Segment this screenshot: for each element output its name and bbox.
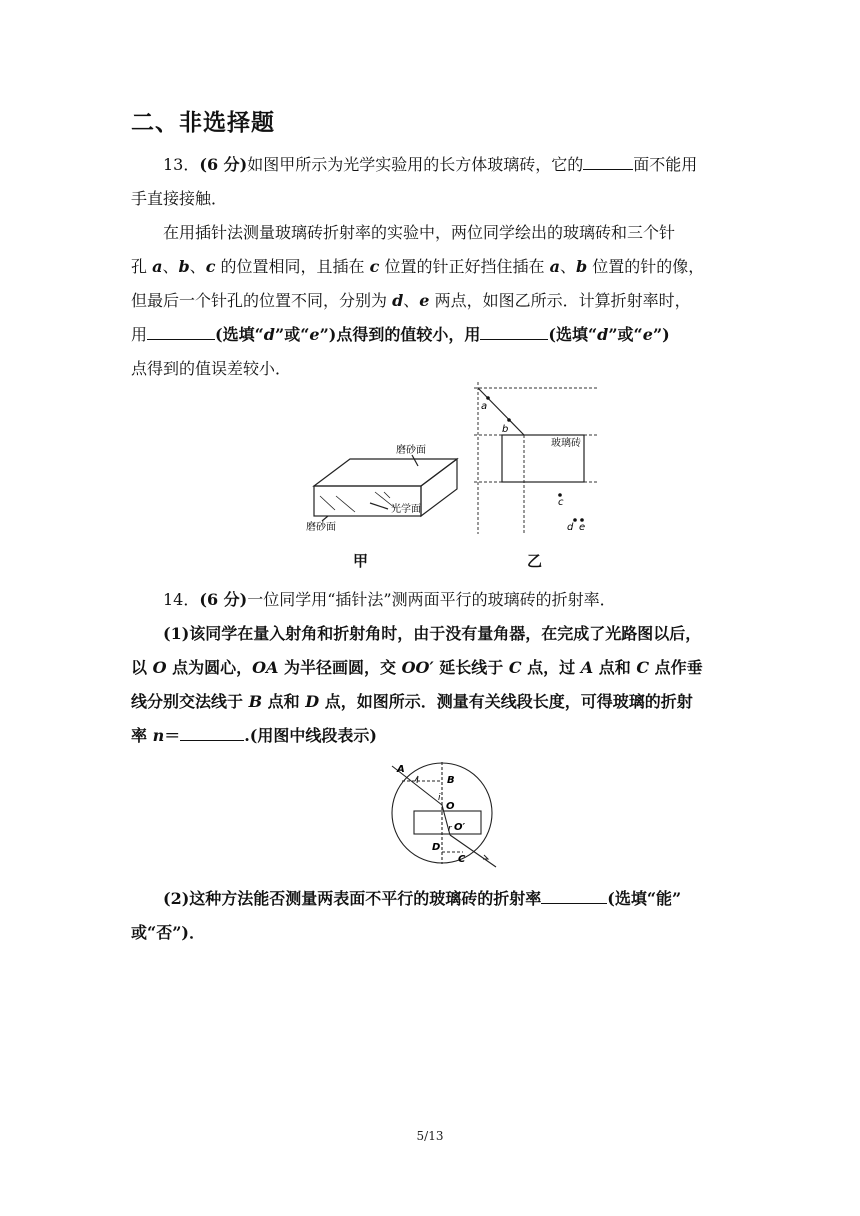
svg-text:O′: O′ <box>454 822 466 833</box>
svg-text:O: O <box>446 801 455 812</box>
q13-p2-line-1: 在用插针法测量玻璃砖折射率的实验中，两位同学绘出的玻璃砖和三个针 <box>163 223 676 242</box>
svg-text:D: D <box>432 842 441 853</box>
fig-jia-caption: 甲 <box>353 552 369 570</box>
q14-number: 14． <box>163 590 200 609</box>
q14-p1-line-1: (1)该同学在量入射角和折射角时，由于没有量角器，在完成了光路图以后， <box>163 624 702 643</box>
pin-d <box>573 518 577 522</box>
figure-circle-method <box>388 758 500 870</box>
fig-jia-label-optical: 光学面 <box>391 504 421 515</box>
q14-p1-line-3: 线分别交法线于 B 点和 D 点，如图所示．测量有关线段长度，可得玻璃的折射 <box>131 692 693 711</box>
q14-blank-1[interactable] <box>180 726 244 741</box>
page-number: 5/13 <box>416 1129 444 1143</box>
svg-text:A: A <box>397 764 405 775</box>
q13-p2-line-3: 但最后一个针孔的位置不同，分别为 d、e 两点，如图乙所示．计算折射率时， <box>131 291 691 310</box>
q13-line-1: 13．(6 分)如图甲所示为光学实验用的长方体玻璃砖，它的 面不能用 <box>163 155 698 174</box>
svg-text:b: b <box>502 424 509 435</box>
svg-text:i: i <box>438 793 441 803</box>
q14-blank-2[interactable] <box>541 889 607 904</box>
svg-text:e: e <box>579 522 586 533</box>
q13-score: (6 分) <box>199 155 248 174</box>
fig-yi-caption: 乙 <box>527 552 543 570</box>
q13-number: 13． <box>163 155 200 174</box>
svg-text:B: B <box>447 775 455 786</box>
svg-text:a: a <box>481 401 488 412</box>
svg-text:c: c <box>558 497 564 508</box>
svg-text:r: r <box>448 824 452 834</box>
q13-p2-line-4: 用 (选填“d”或“e”)点得到的值较小，用 (选填“d”或“e”) <box>131 325 670 344</box>
figure-yi-pin-method <box>474 382 604 538</box>
svg-text:C: C <box>458 854 466 865</box>
q14-p2-line-1: (2)这种方法能否测量两表面不平行的玻璃砖的折射率 (选填“能” <box>163 889 682 908</box>
section-title: 二、非选择题 <box>131 110 275 136</box>
pin-b <box>507 418 511 422</box>
q14-p2-line-2: 或“否”)． <box>131 923 205 942</box>
fig-jia-label-top: 磨砂面 <box>396 445 426 456</box>
q13-blank-2[interactable] <box>147 325 215 340</box>
q13-p2-line-5: 点得到的值误差较小． <box>131 359 292 378</box>
q13-blank-1[interactable] <box>583 155 633 170</box>
pin-a <box>486 396 490 400</box>
fig-jia-label-bottom: 磨砂面 <box>306 522 336 533</box>
fig-yi-label-glass: 玻璃砖 <box>551 438 581 449</box>
q14-p1-line-2: 以 O 点为圆心，OA 为半径画圆，交 OO′ 延长线于 C 点，过 A 点和 C 点作垂 <box>131 658 703 677</box>
figure-jia-glass-brick <box>300 430 470 540</box>
q13-line-2: 手直接接触． <box>131 189 228 208</box>
q13-blank-3[interactable] <box>480 325 548 340</box>
q14-line-1: 14．(6 分)一位同学用“插针法”测两面平行的玻璃砖的折射率． <box>163 590 616 609</box>
q14-score: (6 分) <box>199 590 248 609</box>
q13-p2-line-2: 孔 a、b、c 的位置相同，且插在 c 位置的针正好挡住插在 a、b 位置的针的像， <box>131 257 705 276</box>
q14-p1-line-4: 率 n＝ .(用图中线段表示) <box>131 726 377 745</box>
svg-text:d: d <box>567 522 574 533</box>
